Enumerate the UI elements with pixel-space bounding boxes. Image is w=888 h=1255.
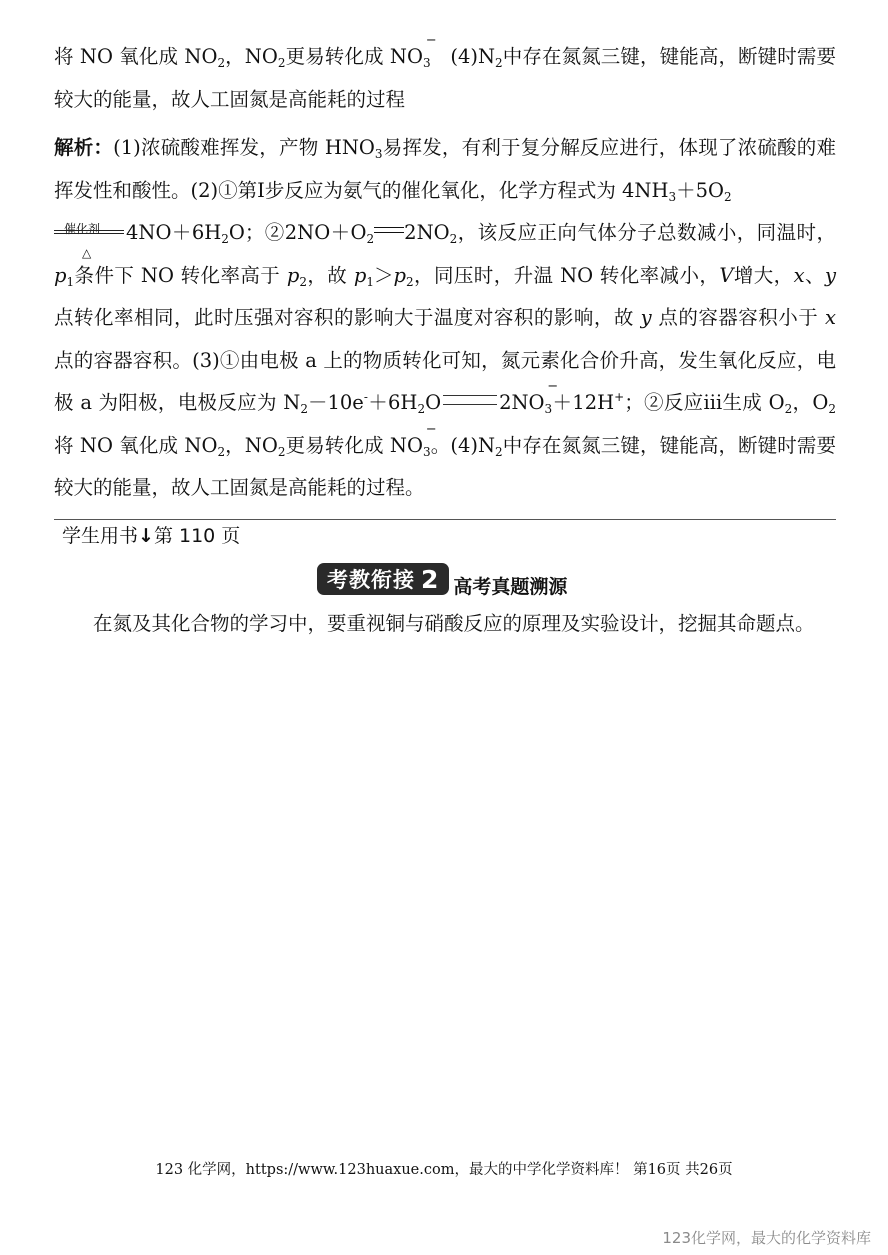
down-arrow-icon: ↓ xyxy=(138,525,154,547)
analysis-label: 解析： xyxy=(54,136,114,159)
section-badge: 考教衔接 2 xyxy=(317,563,449,595)
analysis-paragraph: 解析：(1)浓硫酸难挥发，产物 $HNO_3$易挥发，有利于复分解反应进行，体现了浓硫酸的难挥发性和酸性。(2)①第Ⅰ步反应为氨气的催化氧化，化学方程式为 $4NH_3+5O_2$ 催化剂 △ $4NO+6H_2O$；$②2NO+O_2$ $2NO_2$，该反应正向气体分子总数减小，同温时，$p_1$条件下 NO 转化率高于 $p_2$，故 $p_1>p_2$，同压时，升温 NO 转化率减小，V增大，x、y 点转化率相同，此时压强对容积的影响大于温度对容积的影响，故 y 点的容器容积小于 x 点的容器容积。(3)①由电极 a 上的物质转化可知，氮元素化合价升高，发生氧化反应，电极 a 为阳极，电极反应为 $N_2-10e^-+6H_2O$ $2NO_3$ − ＋12H+；②反应ⅲ生成 $O_2$，$O_2$将 NO 氧化成 $NO_2$，$NO_2$更易转化成 $NO_3$ − 。$(4)N_2$中存在氮氮三键，键能高，断键时需要较大的能量，故人工固氮是高能耗的过程。 xyxy=(54,136,836,499)
student-book-page-ref: 学生用书↓第 110 页 xyxy=(62,525,241,547)
intro-paragraph: 在氮及其化合物的学习中，要重视铜与硝酸反应的原理及实验设计，挖掘其命题点。 xyxy=(93,612,815,635)
equals-sign xyxy=(443,395,497,405)
catalyst-condition-arrow: 催化剂 △ xyxy=(54,221,124,241)
reversible-sign xyxy=(374,225,404,237)
continuation-paragraph: 将 NO 氧化成 $NO_2$，$NO_2$更易转化成 $NO_3$ − $(4)N_2$中存在氮氮三键，键能高，断键时需要较大的能量，故人工固氮是高能耗的过程 xyxy=(54,33,836,111)
section-subtitle: 高考真题溯源 xyxy=(453,575,568,598)
section-banner xyxy=(317,561,567,597)
page-footer: 123 化学网，https://www.123huaxue.com，最大的中学化学资料库！ 第16页 共26页 xyxy=(155,1162,733,1178)
watermark: 123化学网，最大的化学资料库 xyxy=(662,1229,871,1247)
